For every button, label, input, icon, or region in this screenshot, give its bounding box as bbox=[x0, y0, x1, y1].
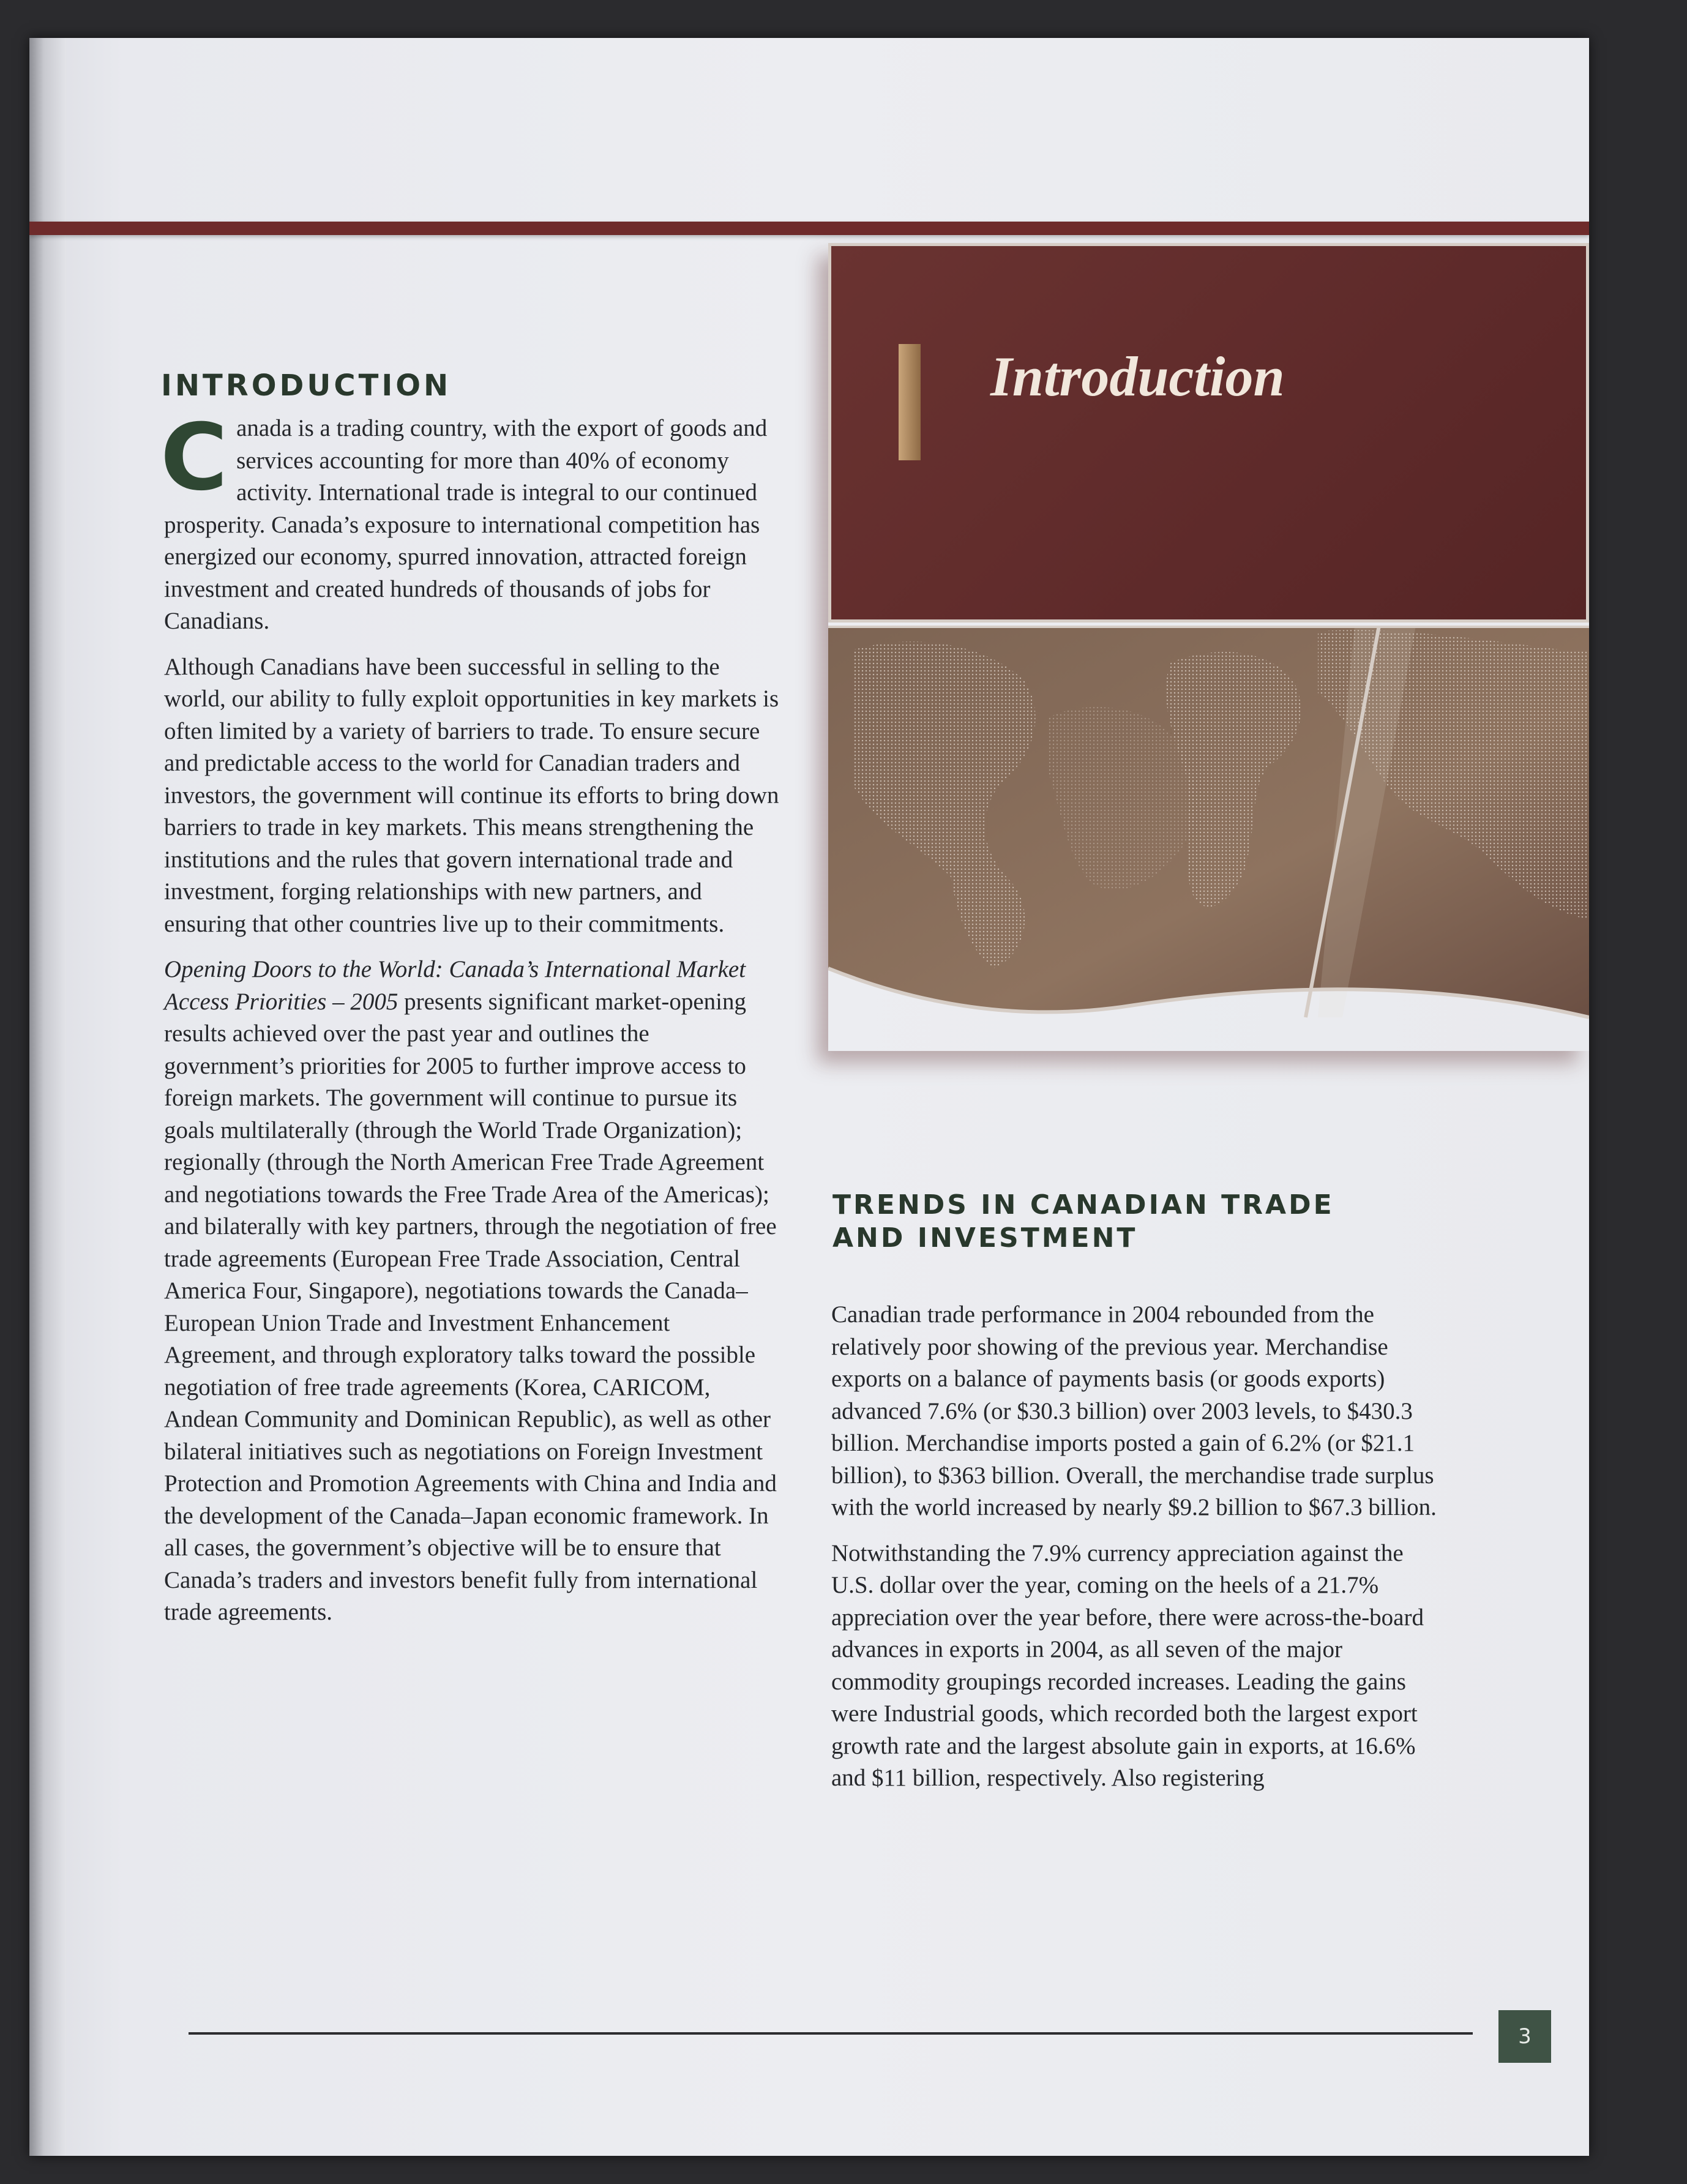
chapter-title: Introduction bbox=[990, 345, 1285, 408]
trends-paragraph-1: Canadian trade performance in 2004 rebounded from the relatively poor showing of the previous year. Merchandise exports on a balance of payments basis (or goods exports) advanced 7.6% (or $30.3 billion) over 2003 levels, to $430.3 billion. Merchandise imports posted a gain of 6.2% (or $21.1 billion), to $363 billion. Overall, the merchandise trade surplus with the world increased by nearly $9.2 billion to $67.3 billion. bbox=[831, 1301, 1437, 1520]
world-map-image bbox=[828, 626, 1589, 1054]
page-gutter-shadow bbox=[29, 38, 66, 2156]
chapter-title-box bbox=[828, 243, 1589, 1051]
trends-heading-line-1: TRENDS IN CANADIAN TRADE bbox=[832, 1189, 1334, 1221]
header-rule bbox=[29, 222, 1589, 235]
page-number: 3 bbox=[1498, 2010, 1551, 2063]
trends-paragraph-2: Notwithstanding the 7.9% currency appreciation against the U.S. dollar over the year, coming on the heels of a 21.7% appreciation over the year before, there were across-the-board advances in exports in 2004, as all seven of the major commodity groupings recorded increases. Leading the gains were Industrial goods, which recorded both the largest export growth rate and the largest absolute gain in exports, at 16.6% and $11 billion, respectively. Also registering bbox=[831, 1539, 1424, 1791]
intro-paragraph-2: Although Canadians have been successful in selling to the world, our ability to fully exploit opportunities in key markets is often limited by a variety of barriers to trade. To ensure secure and predictable access to the world for Canadian traders and investors, the government will continue its efforts to bring down barriers to trade in key markets. This means strengthening the institutions and the rules that govern international trade and investment, forging relationships with new partners, and ensuring that other countries live up to their commitments. bbox=[164, 653, 779, 937]
publication-title: Opening Doors to the World: Canada’s International Market Access Priorities – 2005 bbox=[164, 956, 746, 1015]
trends-column bbox=[831, 1299, 1443, 1808]
drop-cap: C bbox=[160, 405, 228, 511]
intro-paragraph-1-text: anada is a trading country, with the export of goods and services accounting for more than 40% of economy activity. International trade is integral to our continued prosperity. Canada’s exposure to international competition has energized our economy, spurred innovation, attracted foreign investment and created hundreds of thousands of jobs for Canadians. bbox=[164, 415, 768, 634]
chapter-number-bar bbox=[899, 344, 921, 460]
introduction-column bbox=[160, 405, 782, 1642]
intro-paragraph-3 bbox=[164, 954, 782, 1629]
section-heading-trends bbox=[832, 1189, 1334, 1255]
document-page bbox=[29, 38, 1589, 2156]
section-heading-introduction: INTRODUCTION bbox=[161, 368, 452, 403]
trends-heading-line-2: AND INVESTMENT bbox=[832, 1222, 1138, 1254]
chapter-title-panel bbox=[828, 243, 1589, 623]
intro-paragraph-3-text: presents significant market-opening results achieved over the past year and outlines the government’s priorities for 2005 to further improve access to foreign markets. The government will continue to pursue its goals multilaterally (through the World Trade Organization); regionally (through the North American Free Trade Agreement and negotiations towards the Free Trade Area of the Americas); and bilaterally with key partners, through the negotiation of free trade agreements (European Free Trade Association, Central America Four, Singapore), negotiations towards the Canada–European Union Trade and Investment Enhancement Agreement, and through exploratory talks toward the possible negotiation of free trade agreements (Korea, CARICOM, Andean Community and Dominican Republic), as well as other bilateral initiatives such as negotiations on Foreign Investment Protection and Promotion Agreements with China and India and the development of the Canada–Japan economic framework. In all cases, the government’s objective will be to ensure that Canada’s traders and investors benefit fully from international trade agreements. bbox=[164, 988, 777, 1625]
intro-paragraph-1 bbox=[160, 405, 782, 638]
footer-rule bbox=[189, 2032, 1473, 2035]
